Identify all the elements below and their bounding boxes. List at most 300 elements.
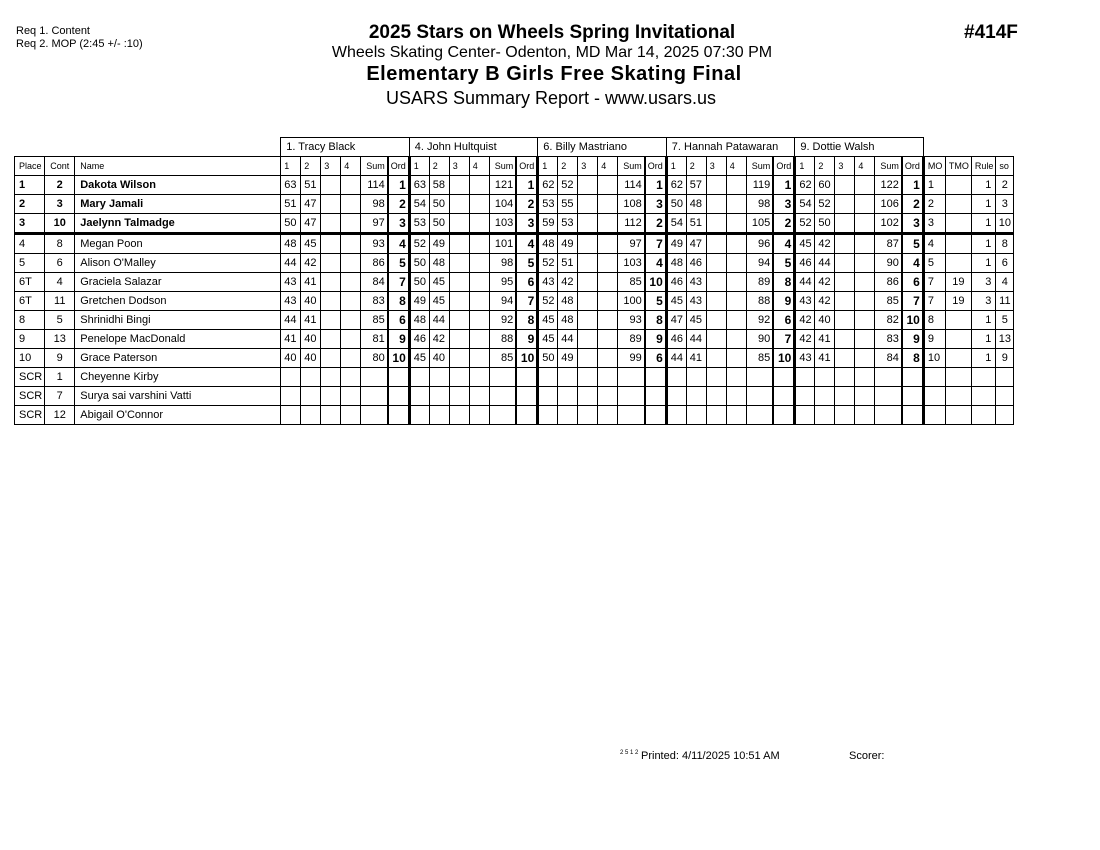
mo-cell: 10 xyxy=(923,349,945,368)
sum-cell: 84 xyxy=(361,273,388,292)
score-cell: 49 xyxy=(429,234,449,254)
sum-cell: 86 xyxy=(361,254,388,273)
score-cell xyxy=(835,387,855,406)
score-cell xyxy=(469,330,489,349)
column-header-judge-score: 1 xyxy=(281,157,301,176)
column-header-so: so xyxy=(996,157,1014,176)
ordinal-cell: 6 xyxy=(902,273,924,292)
sum-cell: 85 xyxy=(618,273,645,292)
score-cell: 40 xyxy=(815,311,835,330)
ordinal-cell: 9 xyxy=(645,330,667,349)
sum-cell: 95 xyxy=(489,273,516,292)
score-cell xyxy=(706,368,726,387)
score-cell xyxy=(578,387,598,406)
ordinal-cell: 5 xyxy=(516,254,538,273)
ordinal-cell xyxy=(902,406,924,425)
skater-name-cell: Surya sai varshini Vatti xyxy=(75,387,281,406)
score-cell xyxy=(281,387,301,406)
ordinal-cell: 7 xyxy=(773,330,795,349)
score-cell xyxy=(558,368,578,387)
column-header-judge-score: Sum xyxy=(746,157,773,176)
score-cell xyxy=(469,349,489,368)
score-cell xyxy=(578,349,598,368)
sum-cell xyxy=(489,387,516,406)
score-cell: 53 xyxy=(409,214,429,234)
score-cell xyxy=(795,387,815,406)
event-number: #414F xyxy=(964,22,1018,43)
column-header-judge-score: 3 xyxy=(321,157,341,176)
score-cell xyxy=(469,311,489,330)
column-header-judge-score: Ord xyxy=(773,157,795,176)
so-cell: 5 xyxy=(996,311,1014,330)
ordinal-cell: 7 xyxy=(645,234,667,254)
score-cell xyxy=(686,368,706,387)
footer-code: 2 5 1 2 xyxy=(620,750,639,756)
ordinal-cell: 5 xyxy=(773,254,795,273)
so-cell: 13 xyxy=(996,330,1014,349)
score-cell xyxy=(409,387,429,406)
score-cell: 50 xyxy=(429,195,449,214)
ordinal-cell: 3 xyxy=(902,214,924,234)
score-cell: 41 xyxy=(815,349,835,368)
so-cell: 4 xyxy=(996,273,1014,292)
so-cell: 9 xyxy=(996,349,1014,368)
score-cell xyxy=(726,176,746,195)
score-cell xyxy=(429,406,449,425)
score-cell xyxy=(321,406,341,425)
ordinal-cell: 7 xyxy=(902,292,924,311)
score-cell: 42 xyxy=(429,330,449,349)
place-cell: SCR xyxy=(15,368,45,387)
ordinal-cell xyxy=(902,368,924,387)
score-cell xyxy=(449,349,469,368)
table-row xyxy=(15,292,1014,311)
score-cell xyxy=(795,368,815,387)
sum-cell xyxy=(875,387,902,406)
score-cell xyxy=(449,406,469,425)
score-cell: 51 xyxy=(686,214,706,234)
score-cell: 41 xyxy=(686,349,706,368)
ordinal-cell xyxy=(902,387,924,406)
ordinal-cell: 6 xyxy=(773,311,795,330)
score-cell: 60 xyxy=(815,176,835,195)
sum-cell: 105 xyxy=(746,214,773,234)
table-row xyxy=(15,195,1014,214)
score-cell xyxy=(835,195,855,214)
so-cell: 6 xyxy=(996,254,1014,273)
sum-cell: 82 xyxy=(875,311,902,330)
sum-cell: 85 xyxy=(746,349,773,368)
skater-name-cell: Abigail O'Connor xyxy=(75,406,281,425)
contestant-number-cell: 8 xyxy=(45,234,75,254)
score-cell: 50 xyxy=(409,273,429,292)
score-cell xyxy=(855,273,875,292)
rule-cell: 1 xyxy=(971,234,996,254)
score-cell: 44 xyxy=(666,349,686,368)
column-header-judge-score: 2 xyxy=(301,157,321,176)
score-cell xyxy=(281,368,301,387)
sum-cell: 99 xyxy=(618,349,645,368)
judges-row-spacer xyxy=(923,138,1014,157)
ordinal-cell: 10 xyxy=(388,349,410,368)
sum-cell: 93 xyxy=(361,234,388,254)
mo-cell: 5 xyxy=(923,254,945,273)
score-cell xyxy=(409,406,429,425)
tmo-cell xyxy=(945,176,971,195)
score-cell xyxy=(598,387,618,406)
score-cell: 40 xyxy=(301,292,321,311)
score-cell: 43 xyxy=(538,273,558,292)
score-cell: 40 xyxy=(429,349,449,368)
score-cell xyxy=(469,406,489,425)
so-cell: 3 xyxy=(996,195,1014,214)
score-cell xyxy=(341,254,361,273)
ordinal-cell: 8 xyxy=(388,292,410,311)
score-cell: 45 xyxy=(686,311,706,330)
score-cell xyxy=(855,311,875,330)
ordinal-cell: 9 xyxy=(773,292,795,311)
ordinal-cell: 3 xyxy=(516,214,538,234)
score-cell: 50 xyxy=(281,214,301,234)
column-header-place: Place xyxy=(15,157,45,176)
contestant-number-cell: 9 xyxy=(45,349,75,368)
score-cell xyxy=(341,387,361,406)
column-header-judge-score: 4 xyxy=(726,157,746,176)
mo-cell: 7 xyxy=(923,273,945,292)
score-cell xyxy=(321,214,341,234)
sum-cell: 96 xyxy=(746,234,773,254)
score-cell xyxy=(855,387,875,406)
so-cell: 2 xyxy=(996,176,1014,195)
score-cell xyxy=(578,292,598,311)
score-cell xyxy=(341,234,361,254)
ordinal-cell: 10 xyxy=(516,349,538,368)
score-cell xyxy=(855,234,875,254)
contestant-number-cell: 7 xyxy=(45,387,75,406)
ordinal-cell xyxy=(773,368,795,387)
score-cell xyxy=(341,176,361,195)
score-cell xyxy=(449,195,469,214)
rule-cell: 1 xyxy=(971,349,996,368)
rule-cell: 1 xyxy=(971,254,996,273)
score-cell: 49 xyxy=(558,234,578,254)
column-header-judge-score: 3 xyxy=(578,157,598,176)
score-cell: 48 xyxy=(558,311,578,330)
sum-cell: 104 xyxy=(489,195,516,214)
score-cell xyxy=(726,234,746,254)
score-cell xyxy=(429,368,449,387)
judge-name: 4. John Hultquist xyxy=(409,138,538,157)
requirement-1: Req 1. Content xyxy=(16,25,90,37)
score-cell: 40 xyxy=(301,349,321,368)
ordinal-cell: 1 xyxy=(902,176,924,195)
score-cell: 42 xyxy=(301,254,321,273)
score-cell xyxy=(321,254,341,273)
score-cell xyxy=(598,406,618,425)
tmo-cell xyxy=(945,311,971,330)
score-cell xyxy=(578,254,598,273)
score-cell: 58 xyxy=(429,176,449,195)
score-cell: 48 xyxy=(281,234,301,254)
contestant-number-cell: 10 xyxy=(45,214,75,234)
ordinal-cell xyxy=(773,387,795,406)
score-cell: 62 xyxy=(666,176,686,195)
sum-cell: 87 xyxy=(875,234,902,254)
so-cell xyxy=(996,368,1014,387)
score-cell xyxy=(449,176,469,195)
score-cell: 50 xyxy=(538,349,558,368)
score-cell: 48 xyxy=(558,292,578,311)
score-cell: 62 xyxy=(795,176,815,195)
skater-name-cell: Dakota Wilson xyxy=(75,176,281,195)
ordinal-cell: 6 xyxy=(388,311,410,330)
rule-cell xyxy=(971,387,996,406)
table-row xyxy=(15,176,1014,195)
score-cell: 45 xyxy=(409,349,429,368)
score-cell: 57 xyxy=(686,176,706,195)
score-cell: 40 xyxy=(281,349,301,368)
sum-cell xyxy=(875,406,902,425)
ordinal-cell: 8 xyxy=(773,273,795,292)
table-row xyxy=(15,349,1014,368)
column-header-judge-score: Sum xyxy=(875,157,902,176)
score-cell xyxy=(598,292,618,311)
score-cell xyxy=(578,368,598,387)
so-cell: 10 xyxy=(996,214,1014,234)
tmo-cell xyxy=(945,349,971,368)
score-cell xyxy=(706,387,726,406)
judge-name: 7. Hannah Patawaran xyxy=(666,138,795,157)
score-cell: 42 xyxy=(815,234,835,254)
score-cell: 49 xyxy=(558,349,578,368)
place-cell: SCR xyxy=(15,387,45,406)
score-cell xyxy=(726,311,746,330)
tmo-cell: 19 xyxy=(945,292,971,311)
score-cell: 46 xyxy=(409,330,429,349)
tmo-cell xyxy=(945,387,971,406)
score-cell: 55 xyxy=(558,195,578,214)
score-cell: 43 xyxy=(795,292,815,311)
score-cell: 49 xyxy=(666,234,686,254)
score-cell: 54 xyxy=(409,195,429,214)
score-cell xyxy=(706,195,726,214)
rule-cell: 1 xyxy=(971,176,996,195)
score-cell xyxy=(598,273,618,292)
score-cell xyxy=(726,349,746,368)
judge-name: 6. Billy Mastriano xyxy=(538,138,667,157)
score-cell: 52 xyxy=(409,234,429,254)
mo-cell: 1 xyxy=(923,176,945,195)
score-cell xyxy=(321,330,341,349)
score-cell xyxy=(469,387,489,406)
score-cell xyxy=(469,214,489,234)
skater-name-cell: Megan Poon xyxy=(75,234,281,254)
score-cell xyxy=(538,368,558,387)
score-cell xyxy=(469,195,489,214)
score-cell xyxy=(469,176,489,195)
ordinal-cell: 1 xyxy=(645,176,667,195)
column-header-name: Name xyxy=(75,157,281,176)
score-cell: 62 xyxy=(538,176,558,195)
ordinal-cell: 7 xyxy=(388,273,410,292)
column-header-tmo: TMO xyxy=(945,157,971,176)
skater-name-cell: Jaelynn Talmadge xyxy=(75,214,281,234)
score-cell xyxy=(598,330,618,349)
ordinal-cell: 4 xyxy=(645,254,667,273)
score-cell xyxy=(706,330,726,349)
skater-name-cell: Shrinidhi Bingi xyxy=(75,311,281,330)
score-cell xyxy=(835,406,855,425)
judge-name: 9. Dottie Walsh xyxy=(795,138,924,157)
column-header-judge-score: 1 xyxy=(538,157,558,176)
score-cell xyxy=(835,349,855,368)
column-header-judge-score: 3 xyxy=(706,157,726,176)
ordinal-cell: 2 xyxy=(388,195,410,214)
score-cell xyxy=(341,273,361,292)
score-cell xyxy=(598,349,618,368)
score-cell xyxy=(321,311,341,330)
score-cell: 59 xyxy=(538,214,558,234)
score-cell: 45 xyxy=(795,234,815,254)
score-cell xyxy=(321,195,341,214)
score-cell xyxy=(598,176,618,195)
score-cell xyxy=(855,406,875,425)
column-header-judge-score: 2 xyxy=(686,157,706,176)
sum-cell xyxy=(618,387,645,406)
sum-cell: 114 xyxy=(618,176,645,195)
score-cell: 44 xyxy=(558,330,578,349)
sum-cell: 93 xyxy=(618,311,645,330)
score-cell xyxy=(301,368,321,387)
score-cell xyxy=(301,387,321,406)
score-cell xyxy=(409,368,429,387)
contestant-number-cell: 2 xyxy=(45,176,75,195)
ordinal-cell xyxy=(645,406,667,425)
score-cell: 50 xyxy=(815,214,835,234)
score-table xyxy=(14,137,1014,425)
sum-cell: 92 xyxy=(746,311,773,330)
sum-cell: 119 xyxy=(746,176,773,195)
score-cell: 53 xyxy=(538,195,558,214)
score-cell xyxy=(686,387,706,406)
sum-cell: 98 xyxy=(361,195,388,214)
sum-cell: 97 xyxy=(618,234,645,254)
score-cell xyxy=(706,214,726,234)
judges-row-spacer xyxy=(15,138,281,157)
sum-cell: 85 xyxy=(489,349,516,368)
ordinal-cell: 3 xyxy=(645,195,667,214)
sum-cell: 86 xyxy=(875,273,902,292)
report-line: USARS Summary Report - www.usars.us xyxy=(385,88,717,108)
contestant-number-cell: 11 xyxy=(45,292,75,311)
column-header-judge-score: Ord xyxy=(902,157,924,176)
ordinal-cell xyxy=(516,368,538,387)
score-cell xyxy=(449,273,469,292)
ordinal-cell: 10 xyxy=(902,311,924,330)
sum-cell: 101 xyxy=(489,234,516,254)
score-cell xyxy=(598,195,618,214)
sum-cell: 89 xyxy=(618,330,645,349)
score-cell: 40 xyxy=(301,330,321,349)
score-cell xyxy=(578,195,598,214)
sum-cell: 103 xyxy=(489,214,516,234)
rule-cell: 1 xyxy=(971,330,996,349)
tmo-cell xyxy=(945,368,971,387)
column-header-judge-score: Ord xyxy=(516,157,538,176)
column-header-judge-score: 2 xyxy=(429,157,449,176)
mo-cell xyxy=(923,368,945,387)
column-header-mo: MO xyxy=(923,157,945,176)
score-cell: 45 xyxy=(301,234,321,254)
ordinal-cell xyxy=(388,387,410,406)
score-cell: 43 xyxy=(686,273,706,292)
score-cell: 48 xyxy=(429,254,449,273)
column-header-judge-score: 4 xyxy=(469,157,489,176)
score-cell xyxy=(855,176,875,195)
score-cell xyxy=(706,234,726,254)
column-header-row xyxy=(15,157,1014,176)
mo-cell: 2 xyxy=(923,195,945,214)
score-cell: 48 xyxy=(666,254,686,273)
mo-cell: 3 xyxy=(923,214,945,234)
sum-cell: 83 xyxy=(361,292,388,311)
score-cell xyxy=(726,387,746,406)
ordinal-cell: 5 xyxy=(645,292,667,311)
score-cell: 43 xyxy=(795,349,815,368)
score-cell: 48 xyxy=(686,195,706,214)
sum-cell xyxy=(361,387,388,406)
sum-cell xyxy=(618,368,645,387)
sum-cell: 100 xyxy=(618,292,645,311)
ordinal-cell: 3 xyxy=(388,214,410,234)
score-cell xyxy=(835,330,855,349)
score-cell: 43 xyxy=(281,292,301,311)
score-cell: 44 xyxy=(686,330,706,349)
tmo-cell xyxy=(945,254,971,273)
score-cell xyxy=(341,292,361,311)
score-cell: 42 xyxy=(815,273,835,292)
score-cell xyxy=(578,273,598,292)
sum-cell: 103 xyxy=(618,254,645,273)
ordinal-cell: 2 xyxy=(645,214,667,234)
score-cell xyxy=(835,311,855,330)
score-cell: 52 xyxy=(815,195,835,214)
ordinal-cell xyxy=(773,406,795,425)
score-cell xyxy=(321,234,341,254)
score-cell: 50 xyxy=(429,214,449,234)
column-header-judge-score: 3 xyxy=(449,157,469,176)
score-cell xyxy=(321,273,341,292)
score-cell: 50 xyxy=(666,195,686,214)
column-header-judge-score: 1 xyxy=(409,157,429,176)
score-cell: 42 xyxy=(795,330,815,349)
score-cell xyxy=(598,254,618,273)
score-cell: 41 xyxy=(281,330,301,349)
score-cell: 51 xyxy=(301,176,321,195)
score-cell xyxy=(578,176,598,195)
score-cell xyxy=(598,234,618,254)
skater-name-cell: Cheyenne Kirby xyxy=(75,368,281,387)
ordinal-cell: 7 xyxy=(516,292,538,311)
score-cell: 41 xyxy=(815,330,835,349)
sum-cell: 108 xyxy=(618,195,645,214)
sum-cell: 112 xyxy=(618,214,645,234)
place-cell: 2 xyxy=(15,195,45,214)
score-cell: 47 xyxy=(686,234,706,254)
score-cell xyxy=(341,349,361,368)
score-cell: 48 xyxy=(409,311,429,330)
ordinal-cell: 8 xyxy=(516,311,538,330)
